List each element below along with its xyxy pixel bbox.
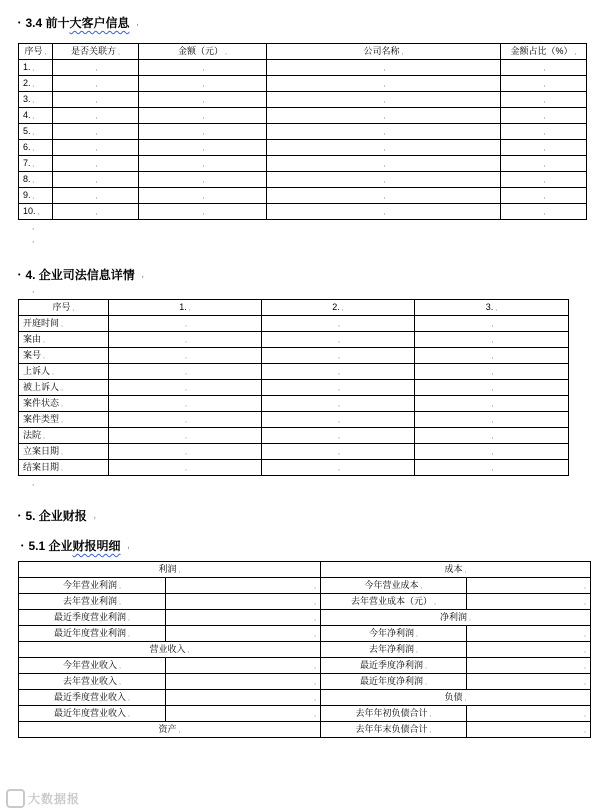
table-row — [19, 706, 591, 722]
empty-value-cell: , — [109, 412, 262, 428]
empty-value-cell: , — [267, 140, 501, 156]
group-header-cell: 净利润 , — [321, 610, 591, 626]
row-label-cell: 去年净利润 , — [321, 642, 467, 658]
empty-value-cell: , — [262, 460, 415, 476]
empty-value-cell: , — [501, 108, 587, 124]
empty-value-cell: , — [415, 444, 569, 460]
empty-value-cell: , — [501, 124, 587, 140]
row-number-cell: 7. , — [19, 156, 53, 172]
heading-text — [25, 268, 134, 283]
row-label-cell: 立案日期 , — [19, 444, 109, 460]
table-header-row — [19, 44, 587, 60]
table-row — [19, 412, 569, 428]
empty-value-cell: , — [467, 674, 591, 690]
table-row — [19, 578, 591, 594]
column-header: 是否关联方 , — [53, 44, 139, 60]
row-number-cell: 10. , — [19, 204, 53, 220]
empty-value-cell: , — [267, 188, 501, 204]
watermark-logo-icon — [6, 789, 25, 808]
empty-value-cell: , — [467, 706, 591, 722]
row-label-cell: 最近年度营业利润 , — [19, 626, 166, 642]
table-row — [19, 428, 569, 444]
empty-value-cell: , — [267, 60, 501, 76]
empty-value-cell: , — [467, 626, 591, 642]
paragraph-mark: , — [32, 235, 35, 244]
section-heading-judicial — [18, 268, 590, 283]
empty-value-cell: , — [139, 156, 267, 172]
paragraph-mark: , — [32, 222, 35, 231]
table-row — [19, 204, 587, 220]
column-header: 序号 , — [19, 44, 53, 60]
table-row — [19, 156, 587, 172]
row-label-cell: 最近季度营业利润 , — [19, 610, 166, 626]
empty-value-cell: , — [53, 124, 139, 140]
table-row — [19, 674, 591, 690]
table-row — [19, 690, 591, 706]
heading-prefix: 3.4 前十 — [25, 16, 70, 30]
empty-value-cell: , — [109, 380, 262, 396]
empty-value-cell: , — [53, 172, 139, 188]
table-row — [19, 60, 587, 76]
empty-value-cell: , — [139, 172, 267, 188]
row-number-cell: 2. , — [19, 76, 53, 92]
empty-value-cell: , — [467, 642, 591, 658]
group-header-cell: 成本 , — [321, 562, 591, 578]
heading-prefix: 5.1 企业 — [28, 539, 73, 553]
empty-value-cell: , — [53, 204, 139, 220]
table-row — [19, 658, 591, 674]
empty-value-cell: , — [139, 124, 267, 140]
empty-value-cell: , — [501, 172, 587, 188]
heading-text — [25, 16, 129, 31]
table-row — [19, 76, 587, 92]
empty-value-cell: , — [109, 364, 262, 380]
empty-value-cell: , — [267, 108, 501, 124]
paragraph-mark: , — [141, 272, 144, 279]
heading-prefix: 5. 企业财报 — [25, 509, 87, 523]
empty-value-cell: , — [415, 332, 569, 348]
empty-value-cell: , — [166, 610, 321, 626]
table-row — [19, 124, 587, 140]
heading-text — [28, 539, 120, 554]
empty-value-cell: , — [467, 658, 591, 674]
table-row — [19, 396, 569, 412]
empty-value-cell: , — [109, 348, 262, 364]
row-label-cell: 去年年末负债合计 , — [321, 722, 467, 738]
empty-value-cell: , — [109, 444, 262, 460]
empty-value-cell: , — [415, 380, 569, 396]
row-label-cell: 去年营业成本（元） , — [321, 594, 467, 610]
bullet-icon: • — [18, 513, 21, 520]
empty-value-cell: , — [53, 60, 139, 76]
empty-value-cell: , — [415, 348, 569, 364]
group-header-cell: 资产 , — [19, 722, 321, 738]
empty-value-cell: , — [109, 428, 262, 444]
column-header: 金额占比（%） , — [501, 44, 587, 60]
empty-value-cell: , — [139, 140, 267, 156]
row-number-cell: 6. , — [19, 140, 53, 156]
financial-detail-table — [18, 561, 591, 738]
empty-value-cell: , — [166, 658, 321, 674]
table-row — [19, 444, 569, 460]
empty-value-cell: , — [53, 156, 139, 172]
empty-value-cell: , — [262, 380, 415, 396]
group-header-cell: 负债 , — [321, 690, 591, 706]
empty-value-cell: , — [415, 316, 569, 332]
column-header: 序号 , — [19, 300, 109, 316]
bullet-icon: • — [18, 272, 21, 279]
row-label-cell: 最近季度营业收入 , — [19, 690, 166, 706]
row-label-cell: 上诉人 , — [19, 364, 109, 380]
section-heading-top-customers — [18, 16, 590, 31]
row-number-cell: 9. , — [19, 188, 53, 204]
empty-value-cell: , — [267, 204, 501, 220]
empty-value-cell: , — [139, 92, 267, 108]
empty-value-cell: , — [262, 348, 415, 364]
empty-value-cell: , — [415, 428, 569, 444]
paragraph-mark: , — [127, 543, 130, 550]
empty-value-cell: , — [53, 108, 139, 124]
empty-value-cell: , — [467, 722, 591, 738]
empty-value-cell: , — [109, 396, 262, 412]
row-label-cell: 今年营业成本 , — [321, 578, 467, 594]
group-header-cell: 利润 , — [19, 562, 321, 578]
table-row — [19, 188, 587, 204]
empty-value-cell: , — [262, 364, 415, 380]
table-row — [19, 140, 587, 156]
table-row — [19, 316, 569, 332]
section-heading-financial-detail — [18, 539, 590, 554]
empty-value-cell: , — [415, 412, 569, 428]
heading-marked-text: 财报明细 — [72, 539, 121, 553]
empty-value-cell: , — [109, 332, 262, 348]
table-row — [19, 594, 591, 610]
empty-value-cell: , — [501, 156, 587, 172]
empty-value-cell: , — [109, 460, 262, 476]
row-number-cell: 1. , — [19, 60, 53, 76]
column-header: 公司名称 , — [267, 44, 501, 60]
empty-value-cell: , — [267, 156, 501, 172]
row-label-cell: 最近年度净利润 , — [321, 674, 467, 690]
heading-marked-text: 大客户信息 — [69, 16, 130, 30]
empty-value-cell: , — [139, 108, 267, 124]
empty-value-cell: , — [501, 92, 587, 108]
empty-value-cell: , — [139, 188, 267, 204]
row-label-cell: 法院 , — [19, 428, 109, 444]
row-label-cell: 今年净利润 , — [321, 626, 467, 642]
judicial-info-table — [18, 299, 569, 476]
heading-text — [25, 509, 86, 524]
empty-value-cell: , — [467, 578, 591, 594]
empty-value-cell: , — [166, 626, 321, 642]
empty-value-cell: , — [262, 428, 415, 444]
table-row — [19, 364, 569, 380]
column-header: 3. , — [415, 300, 569, 316]
row-label-cell: 案号 , — [19, 348, 109, 364]
top-customers-table — [18, 43, 587, 220]
empty-value-cell: , — [267, 92, 501, 108]
table-row — [19, 642, 591, 658]
row-number-cell: 8. , — [19, 172, 53, 188]
table-row — [19, 348, 569, 364]
row-number-cell: 5. , — [19, 124, 53, 140]
row-label-cell: 最近季度净利润 , — [321, 658, 467, 674]
table-row — [19, 562, 591, 578]
table-row — [19, 610, 591, 626]
column-header: 金额（元） , — [139, 44, 267, 60]
empty-value-cell: , — [53, 140, 139, 156]
row-label-cell: 去年营业利润 , — [19, 594, 166, 610]
group-header-cell: 营业收入 , — [19, 642, 321, 658]
bullet-icon: • — [21, 543, 24, 550]
empty-value-cell: , — [262, 412, 415, 428]
empty-value-cell: , — [262, 444, 415, 460]
heading-prefix: 4. 企业司法信息详情 — [25, 268, 135, 282]
empty-value-cell: , — [467, 594, 591, 610]
row-label-cell: 今年营业利润 , — [19, 578, 166, 594]
table-row — [19, 172, 587, 188]
empty-value-cell: , — [262, 332, 415, 348]
column-header: 2. , — [262, 300, 415, 316]
empty-value-cell: , — [53, 92, 139, 108]
watermark — [6, 789, 80, 808]
empty-value-cell: , — [501, 140, 587, 156]
empty-value-cell: , — [501, 204, 587, 220]
watermark-text: 大数据报 — [28, 792, 81, 806]
bullet-icon: • — [18, 20, 21, 27]
empty-value-cell: , — [262, 316, 415, 332]
row-label-cell: 案由 , — [19, 332, 109, 348]
empty-value-cell: , — [166, 578, 321, 594]
row-label-cell: 案件状态 , — [19, 396, 109, 412]
empty-value-cell: , — [53, 76, 139, 92]
empty-value-cell: , — [166, 690, 321, 706]
section-heading-financials — [18, 509, 590, 524]
empty-value-cell: , — [166, 674, 321, 690]
row-label-cell: 去年年初负债合计 , — [321, 706, 467, 722]
table-row — [19, 460, 569, 476]
column-header: 1. , — [109, 300, 262, 316]
row-number-cell: 3. , — [19, 92, 53, 108]
table-row — [19, 92, 587, 108]
empty-value-cell: , — [415, 364, 569, 380]
table-row — [19, 108, 587, 124]
empty-value-cell: , — [166, 594, 321, 610]
row-label-cell: 今年营业收入 , — [19, 658, 166, 674]
row-label-cell: 结案日期 , — [19, 460, 109, 476]
row-label-cell: 被上诉人 , — [19, 380, 109, 396]
empty-value-cell: , — [267, 124, 501, 140]
empty-value-cell: , — [415, 396, 569, 412]
empty-value-cell: , — [415, 460, 569, 476]
table-row — [19, 722, 591, 738]
paragraph-mark: , — [32, 478, 35, 487]
empty-value-cell: , — [262, 396, 415, 412]
paragraph-mark: , — [136, 20, 139, 27]
row-label-cell: 去年营业收入 , — [19, 674, 166, 690]
table-row — [19, 626, 591, 642]
row-label-cell: 开庭时间 , — [19, 316, 109, 332]
empty-value-cell: , — [267, 76, 501, 92]
table-header-row — [19, 300, 569, 316]
empty-value-cell: , — [501, 188, 587, 204]
empty-value-cell: , — [501, 60, 587, 76]
empty-value-cell: , — [267, 172, 501, 188]
empty-value-cell: , — [139, 204, 267, 220]
empty-value-cell: , — [109, 316, 262, 332]
row-number-cell: 4. , — [19, 108, 53, 124]
empty-value-cell: , — [139, 76, 267, 92]
paragraph-mark: , — [93, 513, 96, 520]
paragraph-mark: , — [32, 285, 35, 294]
table-row — [19, 332, 569, 348]
empty-value-cell: , — [139, 60, 267, 76]
empty-value-cell: , — [501, 76, 587, 92]
row-label-cell: 最近年度营业收入 , — [19, 706, 166, 722]
empty-value-cell: , — [166, 706, 321, 722]
table-row — [19, 380, 569, 396]
row-label-cell: 案件类型 , — [19, 412, 109, 428]
empty-value-cell: , — [53, 188, 139, 204]
